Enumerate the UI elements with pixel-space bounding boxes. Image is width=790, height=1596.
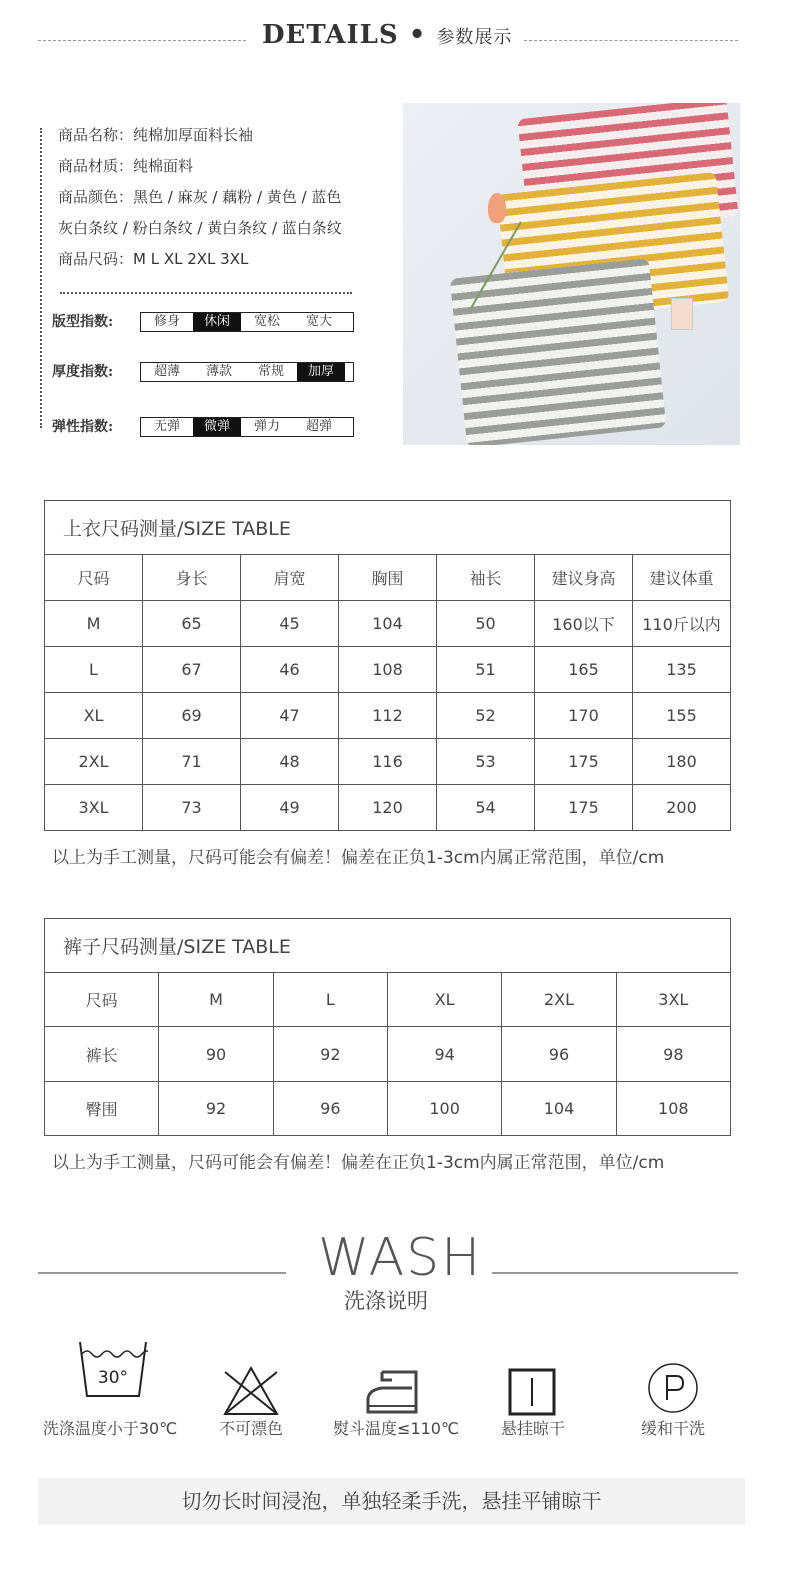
table-cell: 52 — [437, 693, 535, 739]
table-row — [45, 1027, 731, 1082]
index-option: 加厚 — [297, 363, 345, 381]
info-colors: 商品颜色：黑色 / 麻灰 / 藕粉 / 黄色 / 蓝色 — [58, 188, 342, 206]
care-label: 洗涤温度小于30℃ — [42, 1419, 178, 1438]
table-cell: 裤长 — [45, 1027, 159, 1082]
column-header: 尺码 — [45, 555, 143, 601]
table-cell: 92 — [159, 1082, 273, 1136]
table-title: 上衣尺码测量/SIZE TABLE — [45, 501, 731, 555]
table-row — [45, 601, 731, 647]
wash-temp: 30° — [97, 1368, 129, 1388]
table-row — [45, 1082, 731, 1136]
table-cell: 3XL — [45, 785, 143, 831]
index-option: 弹力 — [253, 419, 280, 434]
pants-size-table — [44, 918, 731, 1136]
table-cell: 47 — [241, 693, 339, 739]
table-cell: 104 — [339, 601, 437, 647]
dry-clean-p-icon — [647, 1362, 699, 1414]
column-header: 胸围 — [339, 555, 437, 601]
index-label: 版型指数: — [52, 314, 114, 330]
info-colors-stripes: 灰白条纹 / 粉白条纹 / 黄白条纹 / 蓝白条纹 — [58, 219, 342, 237]
index-option: 修身 — [153, 314, 180, 329]
index-label: 弹性指数: — [52, 419, 114, 435]
index-scale — [140, 362, 354, 382]
table-cell: 108 — [616, 1082, 730, 1136]
table-cell: 96 — [502, 1027, 616, 1082]
table-cell: 54 — [437, 785, 535, 831]
title-en: DETAILS — [262, 20, 399, 50]
index-option: 宽松 — [253, 314, 280, 329]
table-cell: 104 — [502, 1082, 616, 1136]
dotted-border — [40, 128, 42, 428]
title-dot: • — [408, 20, 427, 50]
table-cell: 50 — [437, 601, 535, 647]
index-option: 微弹 — [193, 418, 241, 436]
table-cell: 100 — [387, 1082, 501, 1136]
table-cell: 51 — [437, 647, 535, 693]
table-cell: 165 — [535, 647, 633, 693]
table-cell: 94 — [387, 1027, 501, 1082]
column-header: 袖长 — [437, 555, 535, 601]
table-cell: 69 — [143, 693, 241, 739]
table-cell: 200 — [633, 785, 731, 831]
iron-icon — [366, 1370, 421, 1415]
table-cell: 49 — [241, 785, 339, 831]
info-sizes: 商品尺码：M L XL 2XL 3XL — [58, 250, 249, 268]
table-row — [45, 785, 731, 831]
care-label: 不可漂色 — [218, 1419, 283, 1438]
table-cell: 135 — [633, 647, 731, 693]
info-material: 商品材质：纯棉面料 — [58, 157, 194, 175]
table-cell: M — [159, 973, 273, 1027]
table-title: 裤子尺码测量/SIZE TABLE — [45, 919, 731, 973]
info-name: 商品名称：纯棉加厚面料长袖 — [58, 126, 254, 144]
index-scale — [140, 417, 354, 437]
table-cell: 3XL — [616, 973, 730, 1027]
table-cell: 53 — [437, 739, 535, 785]
table-cell: 112 — [339, 693, 437, 739]
table-cell: 71 — [143, 739, 241, 785]
wash-title: WASH — [318, 1228, 483, 1288]
table-cell: 46 — [241, 647, 339, 693]
column-header: 建议身高 — [535, 555, 633, 601]
table-cell: 96 — [273, 1082, 387, 1136]
index-scale — [140, 312, 354, 332]
table-row — [45, 693, 731, 739]
table-cell: 170 — [535, 693, 633, 739]
table-cell: 180 — [633, 739, 731, 785]
size-note: 以上为手工测量，尺码可能会有偏差！偏差在正负1-3cm内属正常范围，单位/cm — [52, 1153, 665, 1173]
table-cell: 155 — [633, 693, 731, 739]
table-cell: M — [45, 601, 143, 647]
column-header: 建议体重 — [633, 555, 731, 601]
care-label: 悬挂晾干 — [500, 1419, 565, 1438]
table-cell: L — [45, 647, 143, 693]
care-label: 缓和干洗 — [640, 1419, 705, 1438]
divider — [492, 1272, 738, 1274]
index-label: 厚度指数: — [52, 364, 114, 380]
table-cell: XL — [387, 973, 501, 1027]
top-size-table — [44, 500, 731, 831]
product-photo — [403, 103, 740, 445]
table-cell: 90 — [159, 1027, 273, 1082]
section-title-details — [262, 20, 512, 50]
index-option: 无弹 — [153, 419, 180, 434]
table-cell: 65 — [143, 601, 241, 647]
hang-dry-icon — [508, 1368, 556, 1416]
index-option: 薄款 — [205, 364, 232, 379]
table-cell: 175 — [535, 739, 633, 785]
table-cell: 160以下 — [535, 601, 633, 647]
table-cell: 73 — [143, 785, 241, 831]
table-row — [45, 973, 731, 1027]
wash-tip: 切勿长时间浸泡，单独轻柔手洗，悬挂平铺晾干 — [38, 1478, 745, 1525]
table-cell: 98 — [616, 1027, 730, 1082]
column-header: 身长 — [143, 555, 241, 601]
title-cn: 参数展示 — [436, 27, 513, 48]
wash-30-icon — [78, 1340, 148, 1398]
divider — [38, 40, 246, 41]
divider — [38, 1272, 286, 1274]
table-cell: XL — [45, 693, 143, 739]
table-cell: 108 — [339, 647, 437, 693]
table-cell: L — [273, 973, 387, 1027]
no-bleach-icon — [222, 1366, 280, 1416]
index-option: 超弹 — [305, 419, 332, 434]
column-header: 肩宽 — [241, 555, 339, 601]
table-cell: 110斤以内 — [633, 601, 731, 647]
table-cell: 67 — [143, 647, 241, 693]
table-cell: 120 — [339, 785, 437, 831]
table-cell: 尺码 — [45, 973, 159, 1027]
table-cell: 2XL — [502, 973, 616, 1027]
table-row — [45, 647, 731, 693]
table-cell: 175 — [535, 785, 633, 831]
table-cell: 92 — [273, 1027, 387, 1082]
index-option: 常规 — [257, 364, 284, 379]
table-cell: 2XL — [45, 739, 143, 785]
dotted-divider — [60, 292, 352, 294]
size-note: 以上为手工测量，尺码可能会有偏差！偏差在正负1-3cm内属正常范围，单位/cm — [52, 848, 665, 868]
table-cell: 116 — [339, 739, 437, 785]
index-option: 超薄 — [153, 364, 180, 379]
wash-subtitle: 洗涤说明 — [344, 1289, 428, 1313]
index-option: 宽大 — [305, 314, 332, 329]
table-cell: 48 — [241, 739, 339, 785]
table-cell: 臀围 — [45, 1082, 159, 1136]
table-row — [45, 739, 731, 785]
table-cell: 45 — [241, 601, 339, 647]
index-option: 休闲 — [193, 313, 241, 331]
divider — [524, 40, 738, 41]
care-label: 熨斗温度≤110℃ — [333, 1419, 459, 1438]
